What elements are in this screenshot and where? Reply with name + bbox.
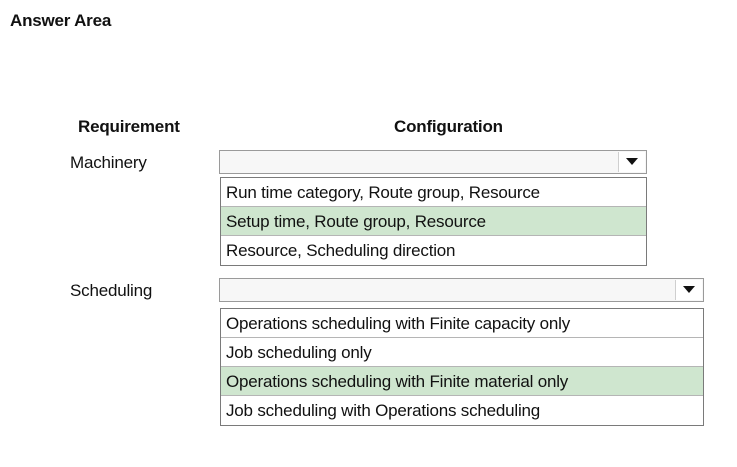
scheduling-option-1[interactable]: Operations scheduling with Finite capacity only — [221, 309, 703, 338]
requirement-label-scheduling: Scheduling — [70, 281, 153, 300]
configuration-header: Configuration — [394, 117, 503, 136]
requirement-header: Requirement — [78, 117, 180, 136]
scheduling-option-2[interactable]: Job scheduling only — [221, 338, 703, 367]
machinery-dropdown[interactable] — [219, 150, 647, 174]
machinery-option-1[interactable]: Run time category, Route group, Resource — [221, 178, 646, 207]
requirement-label-machinery: Machinery — [70, 153, 147, 172]
machinery-option-2[interactable]: Setup time, Route group, Resource — [221, 207, 646, 236]
scheduling-option-4[interactable]: Job scheduling with Operations scheduling — [226, 401, 541, 420]
chevron-down-icon — [626, 158, 638, 165]
scheduling-dropdown[interactable] — [219, 278, 704, 302]
scheduling-dropdown-button[interactable] — [675, 280, 702, 300]
machinery-options-list — [220, 177, 647, 266]
answer-area-title: Answer Area — [10, 11, 112, 30]
machinery-dropdown-button[interactable] — [618, 152, 645, 172]
scheduling-options-list — [220, 308, 704, 426]
machinery-option-3[interactable]: Resource, Scheduling direction — [226, 241, 456, 260]
chevron-down-icon — [683, 286, 695, 293]
scheduling-option-3[interactable]: Operations scheduling with Finite material only — [221, 367, 703, 396]
